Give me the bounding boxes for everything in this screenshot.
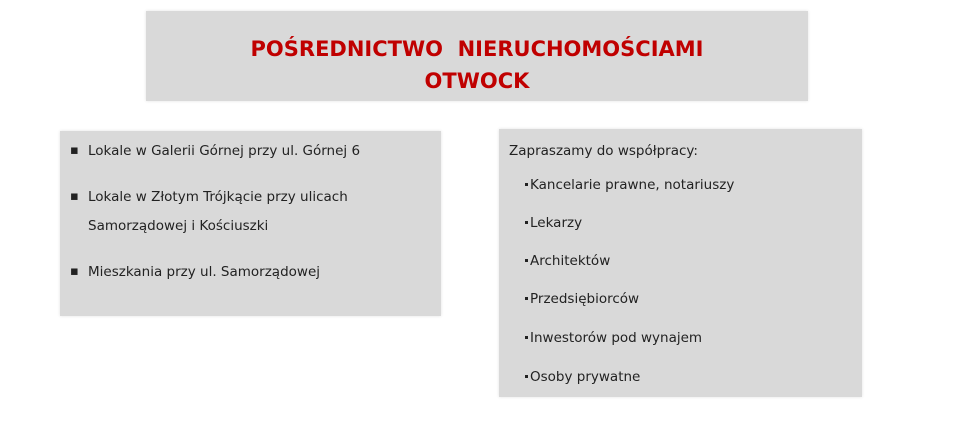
invitation-item	[525, 214, 582, 232]
bullet-dot	[525, 375, 528, 378]
bullet-dot	[525, 221, 528, 224]
invitation-item-label: Inwestorów pod wynajem	[530, 330, 703, 346]
invitation-item	[525, 290, 639, 308]
bullet-dot	[525, 336, 528, 339]
invitation-item-label: Osoby prywatne	[530, 369, 641, 385]
bullet-marker: ▪	[70, 189, 79, 204]
title-line-1: POŚREDNICTWO NIERUCHOMOŚCIAMI	[250, 37, 704, 61]
invitation-item-label: Przedsiębiorców	[530, 291, 640, 307]
bullet-dot	[525, 183, 528, 186]
invitation-box	[499, 129, 862, 397]
bullet-marker: ▪	[70, 264, 79, 279]
invitation-item	[525, 329, 702, 347]
bullet-marker: ▪	[70, 143, 79, 158]
invitation-item	[525, 252, 610, 270]
invitation-item-label: Lekarzy	[530, 215, 583, 231]
location-item: Lokale w Złotym Trójkącie przy ulicach	[88, 189, 348, 205]
invitation-item	[525, 176, 734, 194]
invitation-item	[525, 368, 640, 386]
title-box	[146, 11, 808, 101]
location-item: Lokale w Galerii Górnej przy ul. Górnej 6	[88, 143, 361, 159]
location-item-continued: Samorządowej i Kościuszki	[88, 218, 269, 234]
locations-box	[60, 131, 441, 316]
title-line-2: OTWOCK	[424, 69, 530, 93]
invitation-item-label: Kancelarie prawne, notariuszy	[530, 177, 735, 193]
bullet-dot	[525, 259, 528, 262]
invitation-item-label: Architektów	[530, 253, 611, 269]
location-item: Mieszkania przy ul. Samorządowej	[88, 264, 321, 280]
bullet-dot	[525, 297, 528, 300]
invitation-heading: Zapraszamy do współpracy:	[509, 143, 698, 159]
